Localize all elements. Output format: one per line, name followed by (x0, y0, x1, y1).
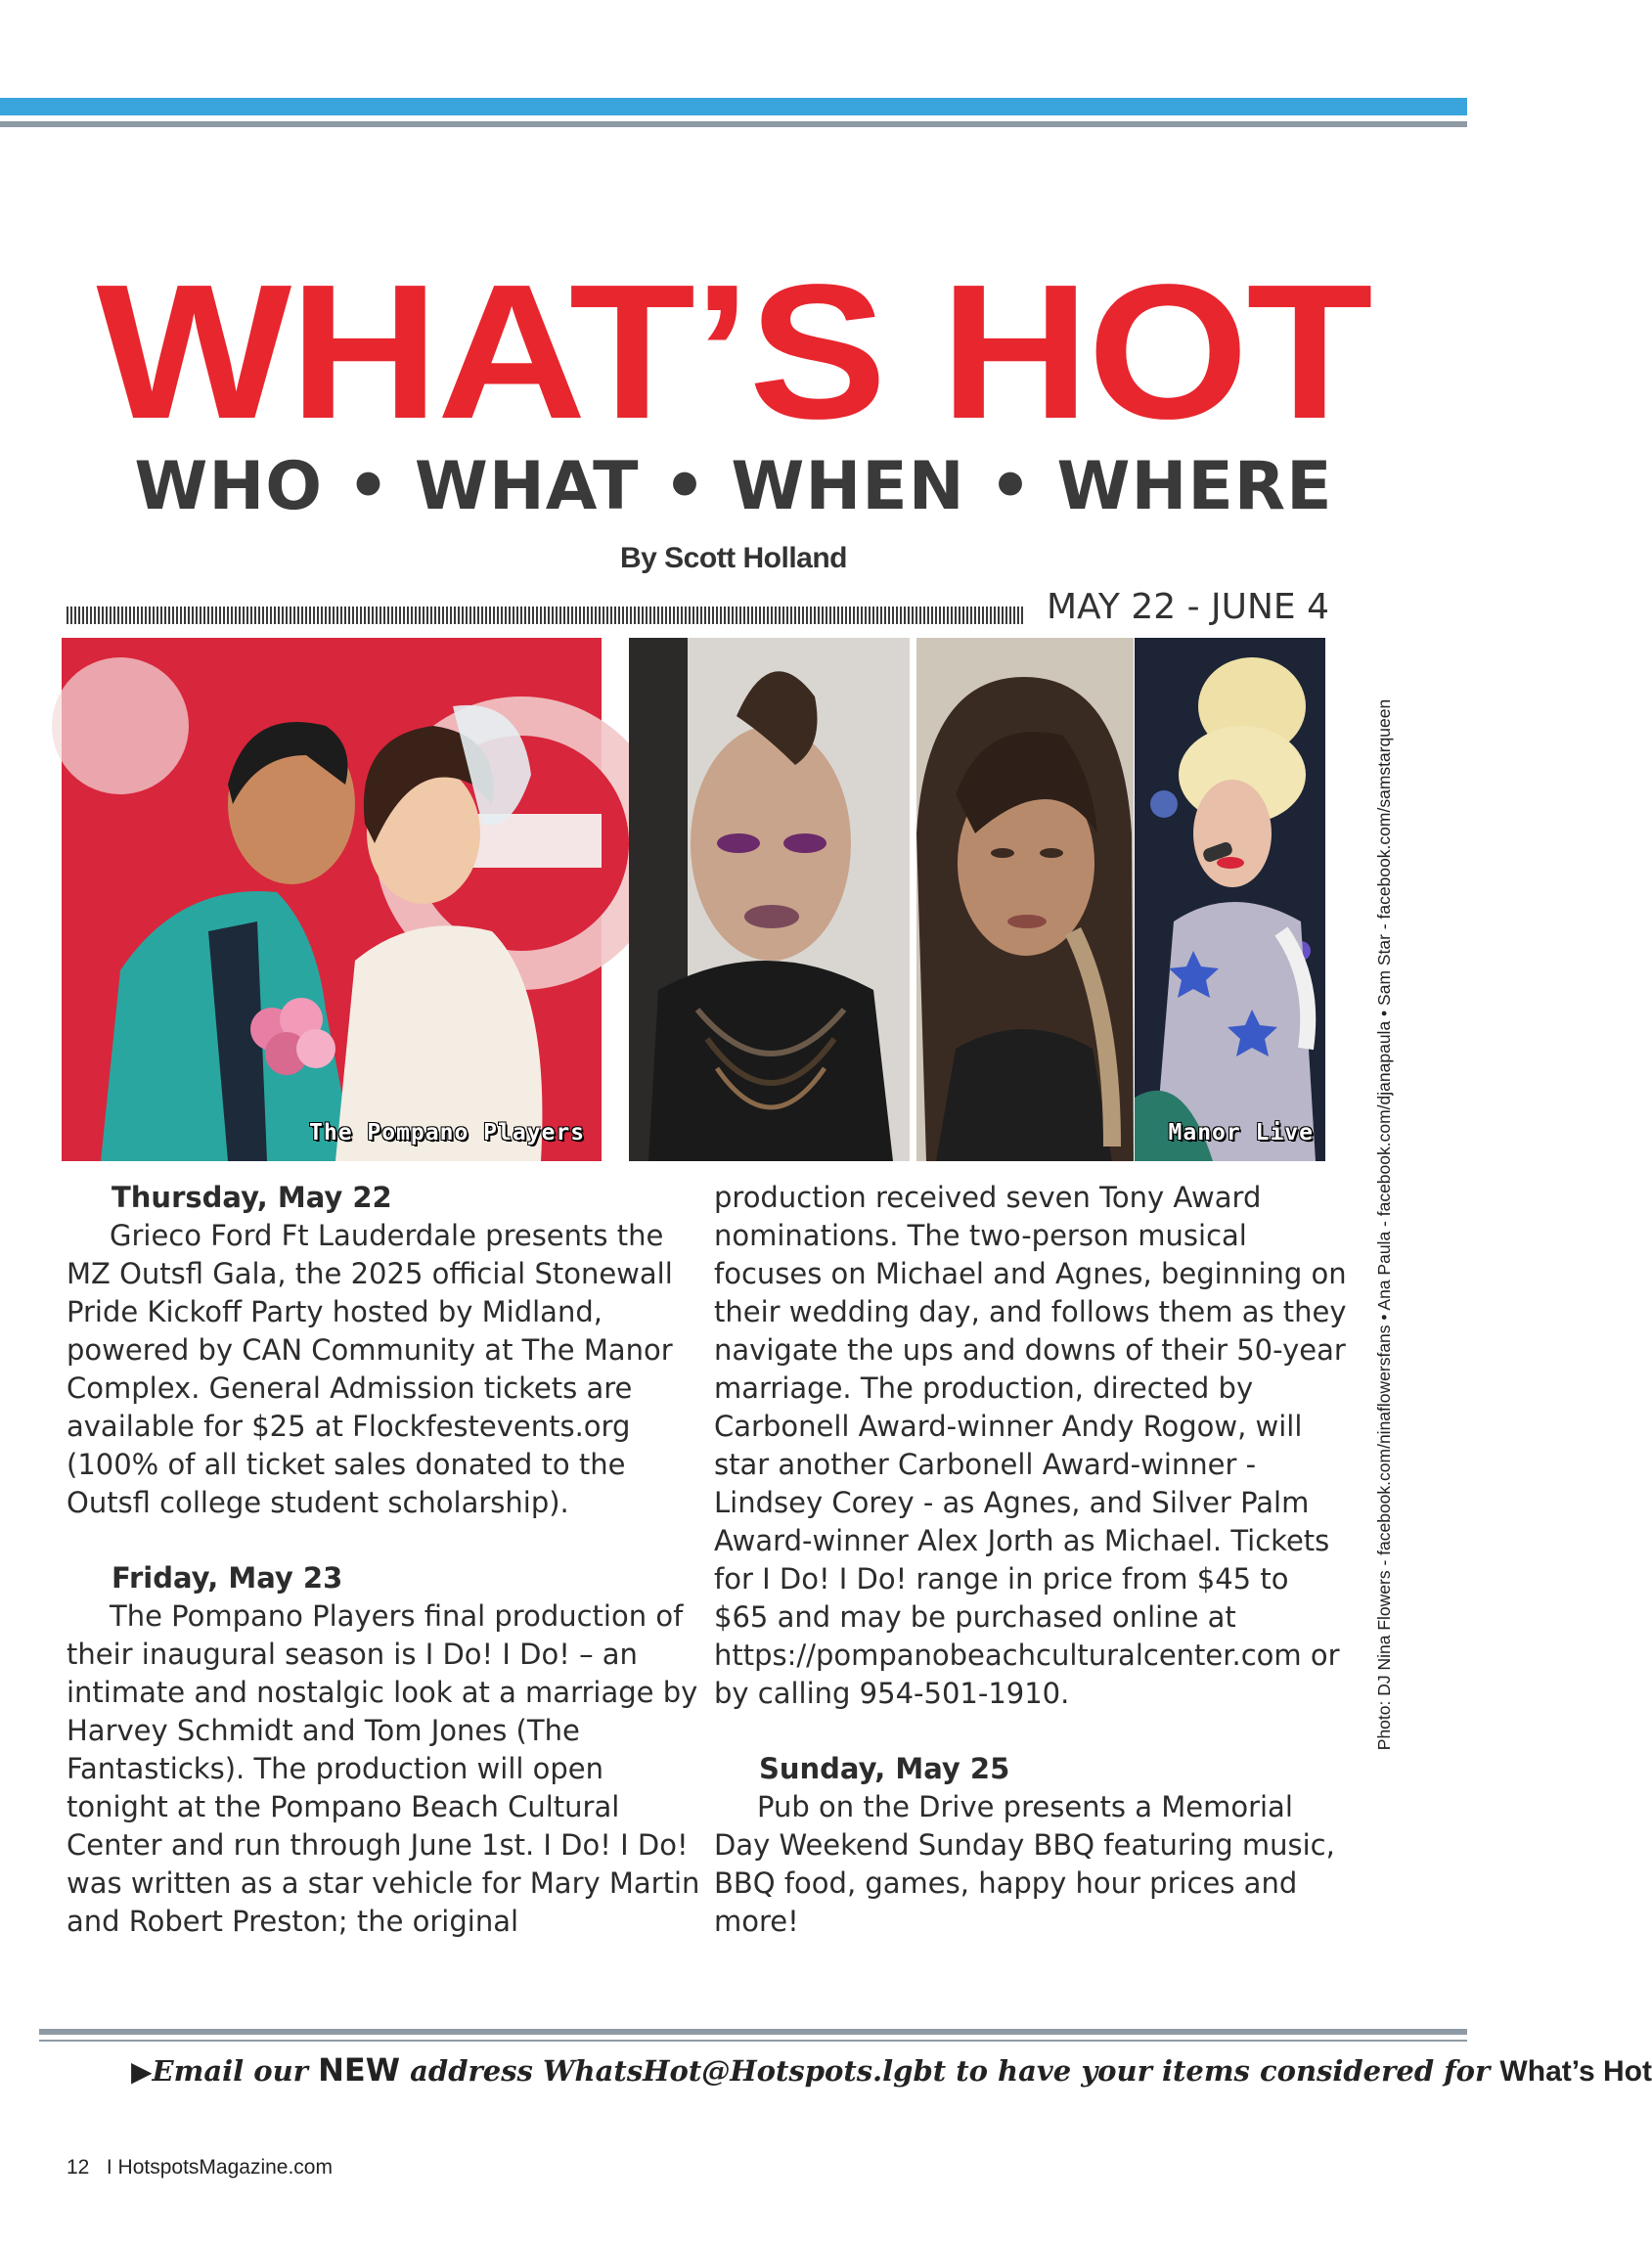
byline: By Scott Holland (619, 542, 847, 574)
caption-pompano: The Pompano Players (309, 1120, 586, 1146)
bottom-rule-thin (39, 2040, 1467, 2042)
event-text-thursday: Grieco Ford Ft Lauderdale presents the MZ Outsfl Gala, the 2025 official Stonewall Pride Kickoff Party hosted by Midland, powered by CAN Community at The Manor Complex. General Admission tickets are available for $25 at Flockfestevents.org (100% of all ticket sales donated to the Outsfl college student scholarship). (67, 1219, 673, 1519)
article-column-right (714, 1179, 1350, 1941)
photo-ana-paula (916, 638, 1134, 1161)
play-arrow-icon: ▶ (131, 2055, 153, 2088)
barcode-rule (67, 607, 1025, 624)
email-banner (131, 2051, 1652, 2089)
page-number: 12 (67, 2156, 90, 2179)
date-range: MAY 22 - JUNE 4 (1047, 587, 1330, 627)
email-banner-address[interactable]: address WhatsHot@Hotspots.lgbt to have your items considered for (410, 2054, 1491, 2088)
photo-manor-live (1135, 638, 1325, 1161)
page-footer (67, 2156, 333, 2180)
footer-site: I HotspotsMagazine.com (106, 2156, 333, 2179)
article-column-left (67, 1179, 702, 1941)
event-text-friday-continued: production received seven Tony Award nominations. The two-person musical focuses on Michael and Agnes, beginning on their wedding day, and follows them as they navigate the ups and downs of their 50-year marriage. The production, directed by Carbonell Award-winner Andy Rogow, will star another Carbonell Award-winner - Lindsey Corey - as Agnes, and Silver Palm Award-winner Alex Jorth as Michael. Tickets for I Do! I Do! range in price from $45 to $65 and may be purchased online at https://pompanobeachculturalcenter.com or by calling 954-501-1910. (714, 1181, 1347, 1710)
top-gray-rule (0, 121, 1467, 127)
day-heading-thursday: Thursday, May 22 (112, 1181, 392, 1214)
email-banner-pre: Email our (152, 2054, 308, 2088)
photo-pompano-players (62, 638, 602, 1161)
day-heading-sunday: Sunday, May 25 (759, 1752, 1010, 1785)
caption-manor-live: Manor Live (1168, 1120, 1314, 1146)
event-text-sunday: Pub on the Drive presents a Memorial Day Weekend Sunday BBQ featuring music, BBQ food, games, happy hour prices and more! (714, 1790, 1335, 1938)
photo-credit: Photo: DJ Nina Flowers - facebook.com/ninaflowersfans • Ana Paula - facebook.com/djanapaula • Sam Star - facebook.com/samstarqueen (1374, 698, 1394, 1751)
page-subtitle: WHO • WHAT • WHEN • WHERE (134, 448, 1333, 525)
page-title: WHAT’S HOT (96, 245, 1371, 459)
bottom-rule (39, 2029, 1467, 2035)
photo-nina-flowers (629, 638, 910, 1161)
email-banner-whats-hot: What’s Hot (1499, 2055, 1652, 2088)
day-heading-friday: Friday, May 23 (112, 1561, 343, 1595)
top-blue-rule (0, 98, 1467, 115)
event-text-friday: The Pompano Players final production of their inaugural season is I Do! I Do! – an intimate and nostalgic look at a marriage by Harvey Schmidt and Tom Jones (The Fantasticks). The production will open tonight at the Pompano Beach Cultural Center and run through June 1st. I Do! I Do! was written as a star vehicle for Mary Martin and Robert Preston; the original (67, 1599, 700, 1938)
email-banner-new: NEW (318, 2051, 401, 2089)
